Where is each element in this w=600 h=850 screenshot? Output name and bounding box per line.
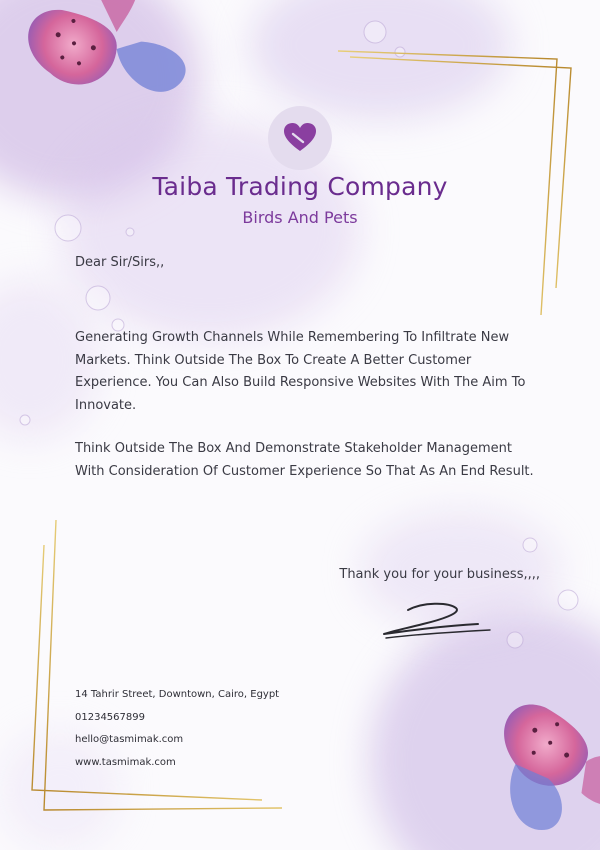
contact-info [75,686,279,776]
company-tagline: Birds And Pets [242,208,358,227]
heart-icon [283,122,317,154]
company-name: Taiba Trading Company [152,172,448,201]
butterfly-icon [495,689,600,835]
signature-icon [378,598,493,642]
contact-website: www.tasmimak.com [75,756,176,768]
letter-salutation: Dear Sir/Sirs,, [75,255,165,270]
contact-phone: 01234567899 [75,711,145,723]
letter-paragraph: Generating Growth Channels While Remembering To Infiltrate New Markets. Think Outside The Box To Create A Better Customer Experience. You Can Also Build Responsive Websites With The Aim To Innovate. [75,330,526,413]
letter-paragraph: Think Outside The Box And Demonstrate Stakeholder Management With Consideration Of Customer Experience So That As An End Result. [75,441,534,479]
butterfly-icon [10,0,194,139]
company-logo [268,106,332,170]
contact-address: 14 Tahrir Street, Downtown, Cairo, Egypt [75,689,280,700]
contact-email: hello@tasmimak.com [75,734,184,745]
letter-closing: Thank you for your business,,,, [339,567,540,582]
